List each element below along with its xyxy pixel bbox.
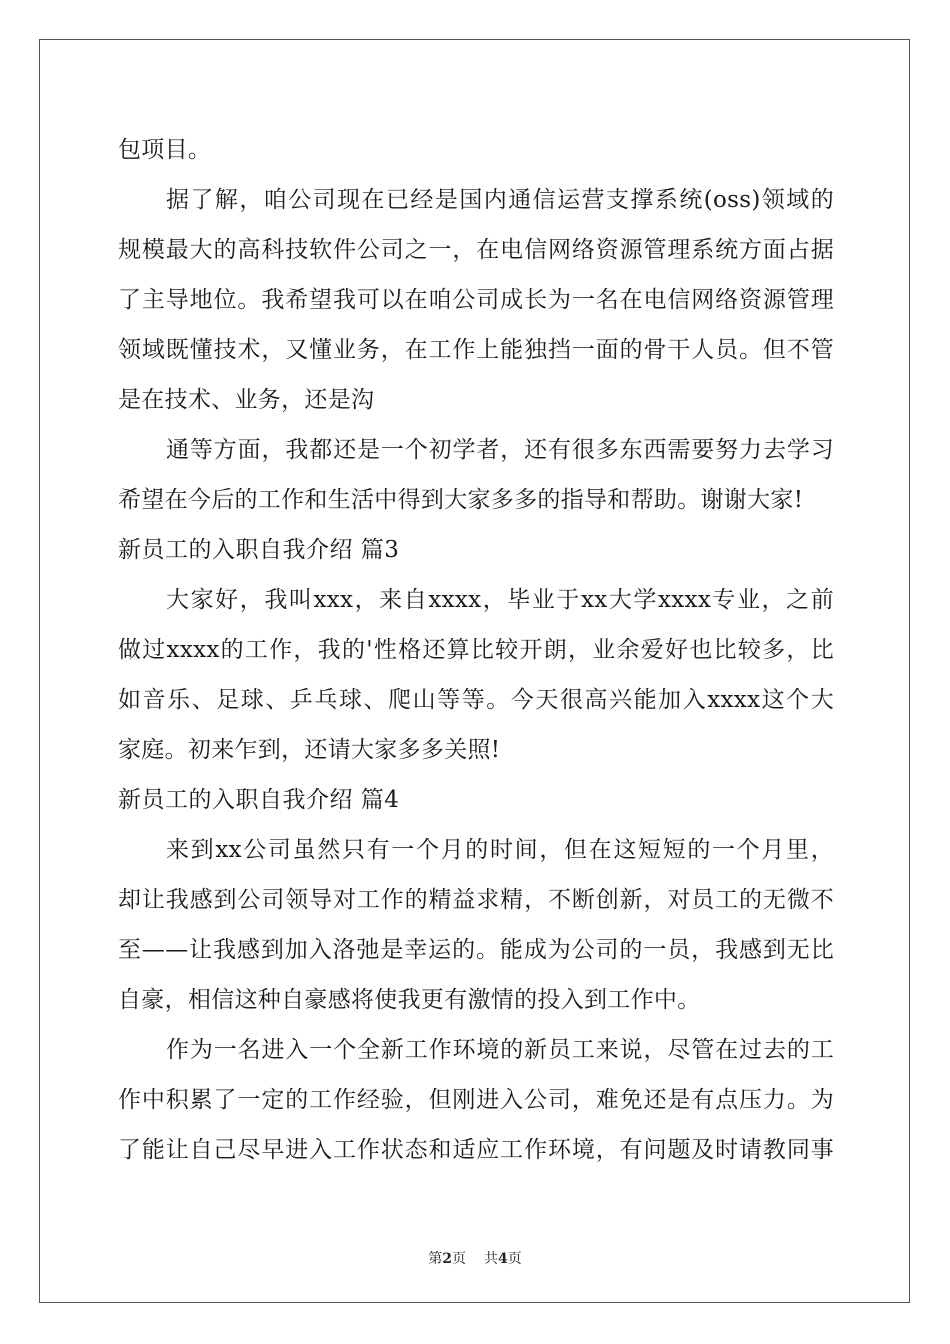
paragraph-line: 规模最大的高科技软件公司之一，在电信网络资源管理系统方面占据 [118, 237, 834, 263]
paragraph-line: 至——让我感到加入洛弛是幸运的。能成为公司的一员，我感到无比 [118, 937, 834, 963]
paragraph-line: 了能让自己尽早进入工作状态和适应工作环境，有问题及时请教同事 [118, 1137, 834, 1163]
page-number: 2 [442, 1251, 452, 1267]
paragraph-line: 做过xxxx的工作，我的'性格还算比较开朗，业余爱好也比较多，比 [118, 637, 834, 663]
page-footer [0, 1248, 950, 1268]
document-body [118, 125, 834, 1175]
page-label-prefix: 第 [428, 1251, 443, 1267]
paragraph-line: 包项目。 [118, 137, 212, 163]
paragraph-line: 作为一名进入一个全新工作环境的新员工来说，尽管在过去的工 [166, 1037, 834, 1063]
paragraph-line: 自豪，相信这种自豪感将使我更有激情的投入到工作中。 [118, 987, 701, 1013]
section-heading: 新员工的入职自我介绍 篇4 [118, 787, 400, 813]
paragraph-line: 通等方面，我都还是一个初学者，还有很多东西需要努力去学习 [166, 437, 834, 463]
section-heading: 新员工的入职自我介绍 篇3 [118, 537, 400, 563]
paragraph-line: 却让我感到公司领导对工作的精益求精，不断创新，对员工的无微不 [118, 887, 834, 913]
page-label-suffix: 页 [452, 1251, 466, 1267]
paragraph-line: 如音乐、足球、乒乓球、爬山等等。今天很高兴能加入xxxx这个大 [118, 687, 834, 713]
paragraph-line: 作中积累了一定的工作经验，但刚进入公司，难免还是有点压力。为 [118, 1087, 834, 1113]
total-label-suffix: 页 [507, 1251, 522, 1267]
paragraph-line: 是在技术、业务，还是沟 [118, 387, 375, 413]
total-label-prefix: 共 [484, 1251, 498, 1267]
paragraph-line: 希望在今后的工作和生活中得到大家多多的指导和帮助。谢谢大家! [118, 487, 804, 513]
paragraph-line: 据了解，咱公司现在已经是国内通信运营支撑系统(oss)领域的 [166, 187, 834, 213]
paragraph-line: 大家好，我叫xxx，来自xxxx，毕业于xx大学xxxx专业，之前 [166, 587, 834, 613]
paragraph-line: 领域既懂技术，又懂业务，在工作上能独挡一面的骨干人员。但不管 [118, 337, 834, 363]
paragraph-line: 家庭。初来乍到，还请大家多多关照! [118, 737, 501, 763]
paragraph-line: 了主导地位。我希望我可以在咱公司成长为一名在电信网络资源管理 [118, 287, 834, 313]
total-pages: 4 [498, 1251, 508, 1267]
paragraph-line: 来到xx公司虽然只有一个月的时间，但在这短短的一个月里， [166, 837, 834, 863]
